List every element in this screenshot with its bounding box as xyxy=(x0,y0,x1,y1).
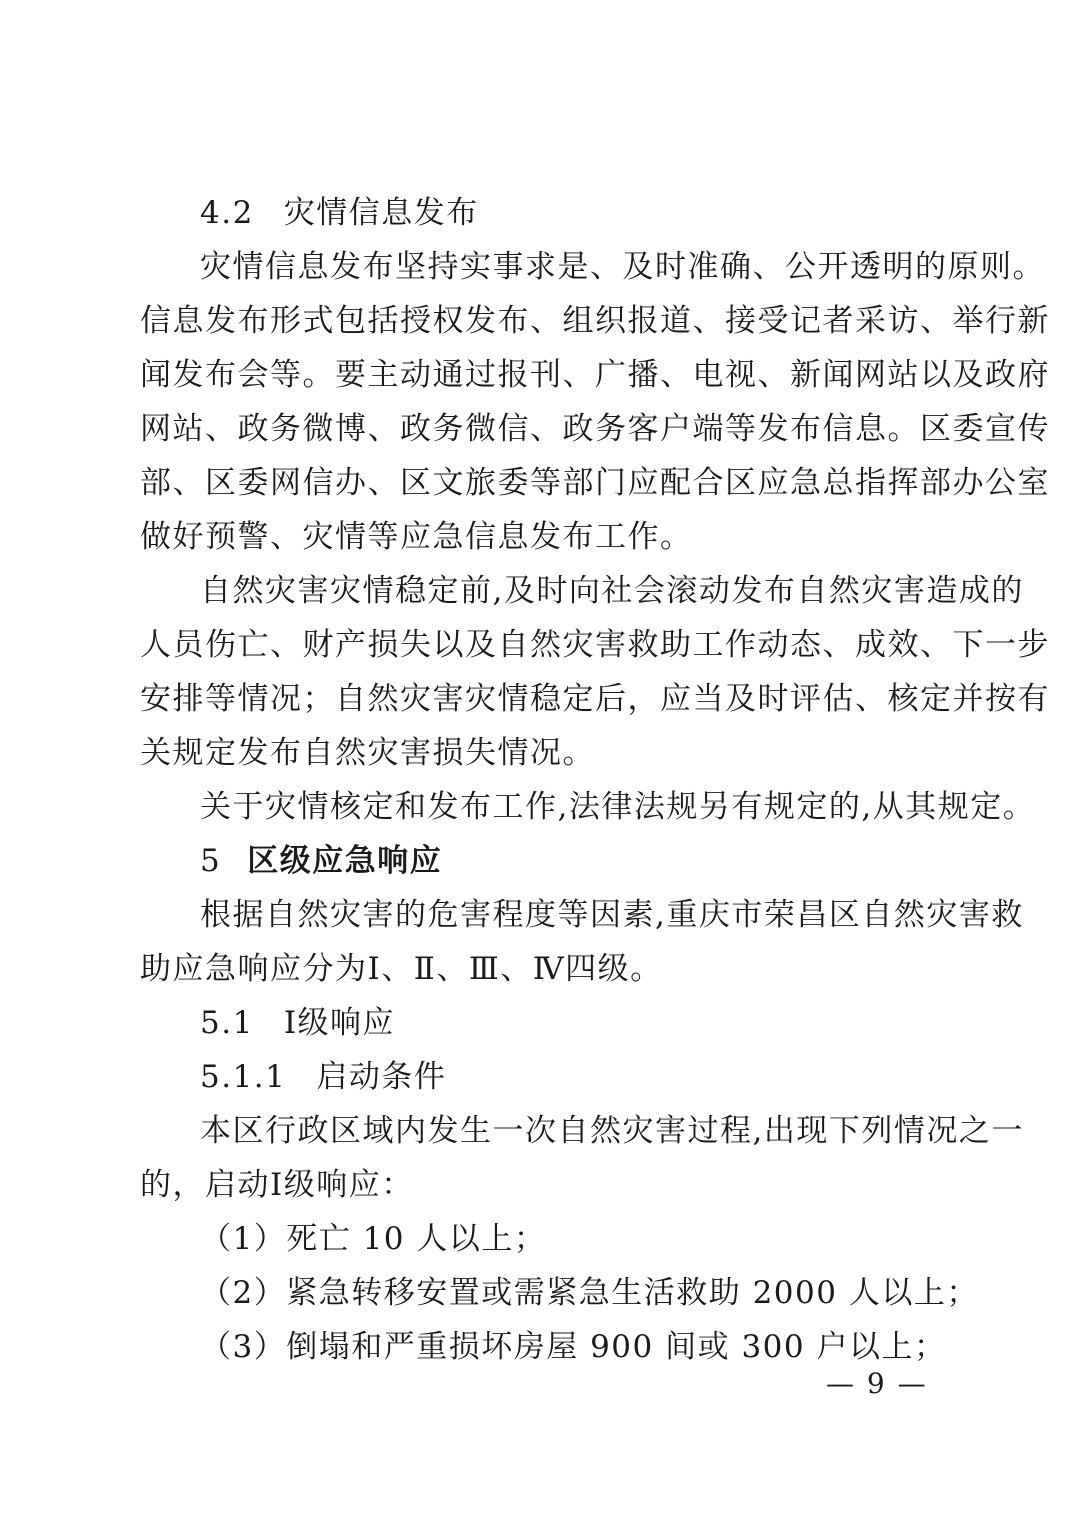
section-5-1-1-heading xyxy=(200,1057,446,1097)
paragraph-line: 助应急响应分为Ⅰ、Ⅱ、Ⅲ、Ⅳ四级。 xyxy=(140,951,663,987)
heading-number: 4.2 xyxy=(200,195,254,231)
section-5-heading xyxy=(200,841,442,881)
list-item: （2）紧急转移安置或需紧急生活救助 2000 人以上； xyxy=(200,1275,979,1311)
section-5-1-heading xyxy=(200,1003,395,1043)
heading-title: 灾情信息发布 xyxy=(283,195,479,231)
heading-number: 5.1.1 xyxy=(200,1059,287,1095)
paragraph-line: 人员伤亡、财产损失以及自然灾害救助工作动态、成效、下一步 xyxy=(140,627,1050,663)
page-number: — 9 — xyxy=(826,1367,928,1400)
paragraph-line: 关规定发布自然灾害损失情况。 xyxy=(140,735,595,771)
paragraph-line: 本区行政区域内发生一次自然灾害过程,出现下列情况之一 xyxy=(200,1113,1024,1149)
heading-title: Ⅰ级响应 xyxy=(283,1005,396,1041)
paragraph-line: 关于灾情核定和发布工作,法律法规另有规定的,从其规定。 xyxy=(200,789,1036,825)
paragraph-line: 部、区委网信办、区文旅委等部门应配合区应急总指挥部办公室 xyxy=(140,465,1050,501)
list-item: （1）死亡 10 人以上； xyxy=(200,1221,547,1257)
heading-number: 5 xyxy=(200,843,222,879)
paragraph-line: 的，启动Ⅰ级响应： xyxy=(140,1167,414,1203)
heading-title: 启动条件 xyxy=(316,1059,447,1095)
paragraph-line: 灾情信息发布坚持实事求是、及时准确、公开透明的原则。 xyxy=(200,249,1045,285)
paragraph-line: 网站、政务微博、政务微信、政务客户端等发布信息。区委宣传 xyxy=(140,411,1050,447)
paragraph-line: 安排等情况；自然灾害灾情稳定后，应当及时评估、核定并按有 xyxy=(140,681,1050,717)
paragraph-line: 信息发布形式包括授权发布、组织报道、接受记者采访、举行新 xyxy=(140,303,1050,339)
list-item: （3）倒塌和严重损坏房屋 900 间或 300 户以上； xyxy=(200,1329,947,1365)
heading-number: 5.1 xyxy=(200,1005,254,1041)
paragraph-line: 做好预警、灾情等应急信息发布工作。 xyxy=(140,519,693,555)
heading-title: 区级应急响应 xyxy=(247,843,443,879)
section-4-2-heading xyxy=(200,193,479,233)
paragraph-line: 闻发布会等。要主动通过报刊、广播、电视、新闻网站以及政府 xyxy=(140,357,1050,393)
paragraph-line: 自然灾害灾情稳定前,及时向社会滚动发布自然灾害造成的 xyxy=(200,573,1024,609)
paragraph-line: 根据自然灾害的危害程度等因素,重庆市荣昌区自然灾害救 xyxy=(200,897,1024,933)
